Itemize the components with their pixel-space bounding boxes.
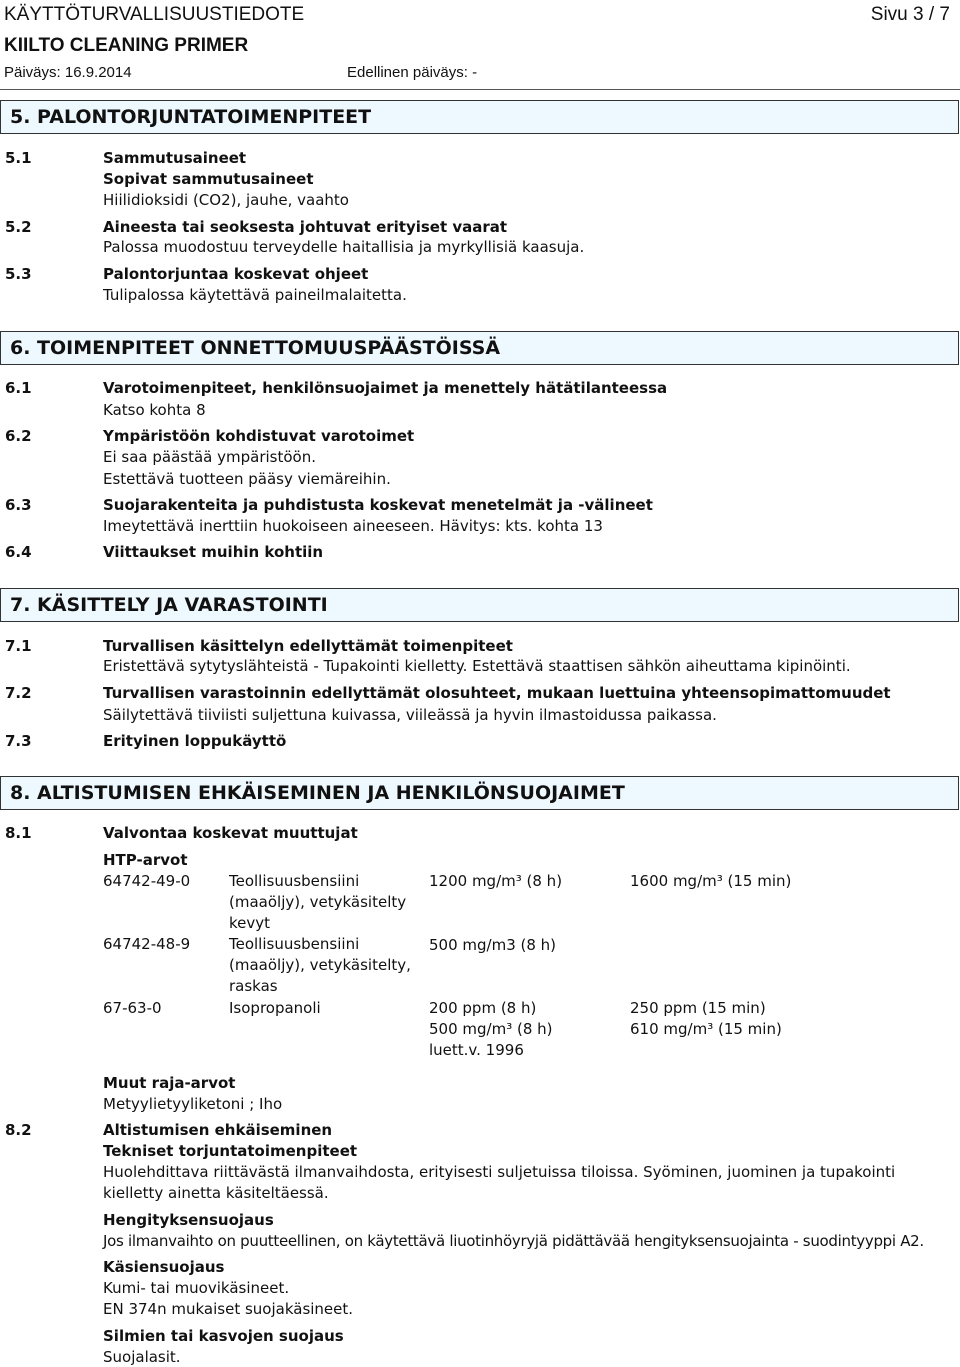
htp-row-1-name-2: (maaöljy), vetykäsitelty (229, 893, 407, 911)
section-7-title: 7. KÄSITTELY JA VARASTOINTI (0, 588, 959, 622)
section-5-1-subheading: Sopivat sammutusaineet (103, 170, 314, 188)
section-6-4-number: 6.4 (5, 543, 32, 561)
header-divider (0, 89, 960, 90)
hand-protection-text-2: EN 374n mukaiset suojakäsineet. (103, 1300, 354, 1318)
respiratory-protection-text: Jos ilmanvaihto on puutteellinen, on käytettävä liuotinhöyryjä pidättävää hengityksensuojainta - suodintyyppi A2. (103, 1232, 924, 1250)
section-6-4-heading: Viittaukset muihin kohtiin (103, 543, 324, 561)
section-8-1-number: 8.1 (5, 824, 32, 842)
section-7-1-text: Eristettävä sytytyslähteistä - Tupakointi kielletty. Estettävä staattisen sähkön aiheuttama kipinöinti. (103, 657, 851, 675)
htp-row-1-name-1: Teollisuusbensiini (229, 872, 360, 890)
htp-row-3-note: luett.v. 1996 (429, 1041, 524, 1059)
htp-values-label: HTP-arvot (103, 851, 188, 869)
htp-row-3-value-15min-mg: 610 mg/m³ (15 min) (630, 1020, 782, 1038)
previous-date: Edellinen päiväys: - (347, 64, 478, 81)
section-6-3-heading: Suojarakenteita ja puhdistusta koskevat menetelmät ja -välineet (103, 496, 653, 514)
htp-row-3-value-15min-ppm: 250 ppm (15 min) (630, 999, 766, 1017)
htp-row-1-value-8h: 1200 mg/m³ (8 h) (429, 872, 563, 890)
section-6-1-number: 6.1 (5, 379, 32, 397)
section-7-3-number: 7.3 (5, 732, 32, 750)
section-6-1-heading: Varotoimenpiteet, henkilönsuojaimet ja menettely hätätilanteessa (103, 379, 668, 397)
hand-protection-label: Käsiensuojaus (103, 1258, 225, 1276)
section-5-3-number: 5.3 (5, 265, 32, 283)
section-7-2-heading: Turvallisen varastoinnin edellyttämät olosuhteet, mukaan luettuina yhteensopimattomuudet (103, 684, 891, 702)
htp-row-1-name-3: kevyt (229, 914, 271, 932)
section-7-1-heading: Turvallisen käsittelyn edellyttämät toimenpiteet (103, 637, 513, 655)
issue-date: Päiväys: 16.9.2014 (4, 64, 132, 81)
htp-row-3-cas: 67-63-0 (103, 999, 162, 1017)
htp-row-3-name-1: Isopropanoli (229, 999, 321, 1017)
htp-row-2-name-3: raskas (229, 977, 278, 995)
section-5-title: 5. PALONTORJUNTATOIMENPITEET (0, 100, 959, 134)
section-6-2-number: 6.2 (5, 427, 32, 445)
htp-row-2-cas: 64742-48-9 (103, 935, 191, 953)
other-limits-text: Metyylietyyliketoni ; Iho (103, 1095, 283, 1113)
respiratory-protection-label: Hengityksensuojaus (103, 1211, 274, 1229)
htp-row-3-value-8h-ppm: 200 ppm (8 h) (429, 999, 537, 1017)
section-7-2-number: 7.2 (5, 684, 32, 702)
section-6-2-text-2: Estettävä tuotteen pääsy viemäreihin. (103, 470, 391, 488)
section-8-title: 8. ALTISTUMISEN EHKÄISEMINEN JA HENKILÖNSUOJAIMET (0, 776, 959, 810)
htp-row-2-value-8h: 500 mg/m3 (8 h) (429, 936, 557, 954)
technical-controls-label: Tekniset torjuntatoimenpiteet (103, 1142, 358, 1160)
section-8-2-heading: Altistumisen ehkäiseminen (103, 1121, 333, 1139)
section-5-2-number: 5.2 (5, 218, 32, 236)
section-5-1-text: Hiilidioksidi (CO2), jauhe, vaahto (103, 191, 349, 209)
section-7-1-number: 7.1 (5, 637, 32, 655)
section-6-title: 6. TOIMENPITEET ONNETTOMUUSPÄÄSTÖISSÄ (0, 331, 959, 365)
section-8-2-number: 8.2 (5, 1121, 32, 1139)
section-5-1-number: 5.1 (5, 149, 32, 167)
section-6-3-number: 6.3 (5, 496, 32, 514)
section-6-3-text: Imeytettävä inerttiin huokoiseen aineeseen. Hävitys: kts. kohta 13 (103, 517, 603, 535)
section-6-2-heading: Ympäristöön kohdistuvat varotoimet (103, 427, 415, 445)
eye-protection-text: Suojalasit. (103, 1348, 181, 1366)
section-5-2-text: Palossa muodostuu terveydelle haitallisia ja myrkyllisiä kaasuja. (103, 238, 585, 256)
section-7-2-text: Säilytettävä tiiviisti suljettuna kuivassa, viileässä ja hyvin ilmastoidussa paikassa. (103, 706, 717, 724)
section-6-1-text: Katso kohta 8 (103, 401, 206, 419)
section-5-3-text: Tulipalossa käytettävä paineilmalaitetta. (103, 286, 407, 304)
section-8-1-heading: Valvontaa koskevat muuttujat (103, 824, 358, 842)
document-type: KÄYTTÖTURVALLISUUSTIEDOTE (4, 4, 305, 25)
technical-controls-text-2: kielletty ainetta käsiteltäessä. (103, 1184, 329, 1202)
htp-row-3-value-8h-mg: 500 mg/m³ (8 h) (429, 1020, 553, 1038)
section-5-1-heading: Sammutusaineet (103, 149, 247, 167)
htp-row-1-value-15min: 1600 mg/m³ (15 min) (630, 872, 792, 890)
section-5-2-heading: Aineesta tai seoksesta johtuvat erityiset vaarat (103, 218, 508, 236)
section-6-2-text-1: Ei saa päästää ympäristöön. (103, 448, 316, 466)
hand-protection-text-1: Kumi- tai muovikäsineet. (103, 1279, 290, 1297)
page-number: Sivu 3 / 7 (870, 4, 950, 25)
technical-controls-text-1: Huolehdittava riittävästä ilmanvaihdosta, erityisesti suljetuissa tiloissa. Syöminen, juominen ja tupakointi (103, 1163, 896, 1181)
product-name: KIILTO CLEANING PRIMER (4, 35, 249, 56)
htp-row-2-name-2: (maaöljy), vetykäsitelty, (229, 956, 411, 974)
section-7-3-heading: Erityinen loppukäyttö (103, 732, 287, 750)
other-limits-label: Muut raja-arvot (103, 1074, 236, 1092)
htp-row-1-cas: 64742-49-0 (103, 872, 191, 890)
eye-protection-label: Silmien tai kasvojen suojaus (103, 1327, 344, 1345)
htp-row-2-name-1: Teollisuusbensiini (229, 935, 360, 953)
section-5-3-heading: Palontorjuntaa koskevat ohjeet (103, 265, 369, 283)
